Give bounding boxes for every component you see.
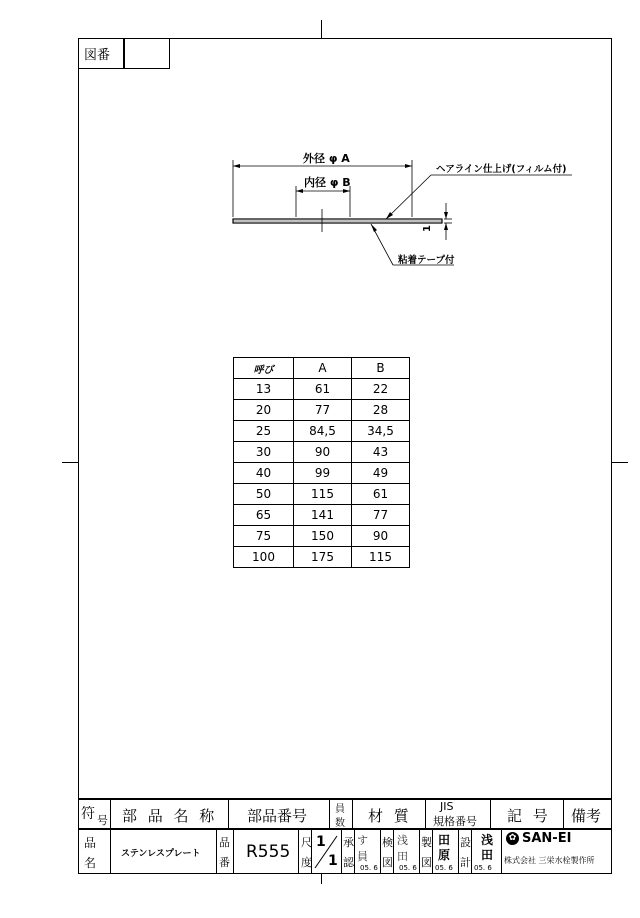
h-material: 材 質 — [368, 807, 412, 825]
approve-stamp: す 員 — [357, 834, 368, 863]
table-row — [234, 442, 410, 463]
scale-numerator: 1 — [316, 834, 326, 850]
cell-a: 99 — [294, 463, 352, 484]
tb-div — [393, 828, 394, 874]
company-name: 株式会社 三栄水栓製作所 — [504, 856, 595, 865]
approve-date: 05. 6 — [360, 864, 378, 872]
h-qty-bottom: 数 — [335, 818, 345, 829]
cell-a: 175 — [294, 547, 352, 568]
tb-div — [380, 828, 381, 874]
tape-note: 粘着テープ付 — [398, 255, 455, 266]
tb-div — [216, 828, 217, 874]
tb-div — [501, 828, 502, 874]
draw-bottom: 図 — [421, 856, 432, 869]
cell-size: 30 — [234, 442, 294, 463]
leader-tape-arrow — [371, 224, 377, 232]
tb-div — [329, 798, 330, 828]
scale-denominator: 1 — [328, 853, 338, 869]
hinban-bottom: 番 — [219, 856, 230, 869]
hinmei-bottom: 名 — [84, 856, 97, 870]
cell-a: 115 — [294, 484, 352, 505]
table-row — [234, 379, 410, 400]
cell-size: 50 — [234, 484, 294, 505]
h-jis-top: JIS — [440, 800, 454, 813]
tb-div — [228, 798, 229, 828]
drawer-name-top: 田 — [438, 833, 451, 847]
table-row — [234, 505, 410, 526]
col-header-size: 呼び — [234, 358, 294, 379]
cell-size: 25 — [234, 421, 294, 442]
cell-a: 141 — [294, 505, 352, 526]
h-qty-top: 員 — [335, 804, 345, 815]
table-row — [234, 547, 410, 568]
cell-b: 22 — [352, 379, 410, 400]
hinban-top: 品 — [219, 836, 230, 849]
draw-date: 05. 6 — [435, 864, 453, 872]
tb-div — [341, 828, 342, 874]
tb-div — [458, 828, 459, 874]
h-symbol: 符 — [81, 806, 95, 822]
tb-div — [471, 828, 472, 874]
tb-div — [298, 828, 299, 874]
cell-b: 49 — [352, 463, 410, 484]
check-date: 05. 6 — [399, 864, 417, 872]
product-number: R555 — [246, 842, 291, 862]
draw-top: 製 — [421, 836, 432, 849]
tb-div — [425, 798, 426, 828]
thick-arrow-bottom — [444, 223, 448, 230]
table-row — [234, 421, 410, 442]
col-header-b: B — [352, 358, 410, 379]
product-name: ステンレスプレート — [121, 849, 201, 859]
san-ei-logo-mark: ✿ — [506, 832, 519, 845]
designer-name-top: 浅 — [481, 833, 494, 847]
scale-top: 尺 — [301, 836, 312, 849]
thickness-label: 1 — [421, 225, 433, 232]
cell-a: 90 — [294, 442, 352, 463]
tb-div — [233, 828, 234, 874]
tb-div — [563, 798, 564, 828]
approve-bottom: 認 — [343, 856, 354, 869]
inner-arrow-left — [296, 189, 303, 193]
outer-arrow-right — [405, 164, 412, 168]
design-date: 05. 6 — [474, 864, 492, 872]
tb-top-line — [78, 798, 612, 800]
drawing-number-label: 図番 — [84, 48, 111, 63]
check-bottom: 図 — [382, 856, 393, 869]
tb-div — [110, 798, 111, 874]
tb-div — [354, 828, 355, 874]
h-part-number: 部品番号 — [247, 807, 308, 825]
thick-arrow-top — [444, 212, 448, 219]
cell-b: 77 — [352, 505, 410, 526]
tb-div — [419, 828, 420, 874]
col-header-a: A — [294, 358, 352, 379]
h-remarks: 備考 — [571, 807, 602, 825]
check-top: 検 — [382, 836, 393, 849]
cell-a: 77 — [294, 400, 352, 421]
hairline-note: ヘアライン仕上げ(フィルム付) — [436, 164, 567, 175]
outer-arrow-left — [233, 164, 240, 168]
san-ei-logo: SAN-EI — [522, 831, 572, 846]
cell-b: 115 — [352, 547, 410, 568]
cell-a: 61 — [294, 379, 352, 400]
leader-hairline — [386, 175, 431, 219]
cell-a: 150 — [294, 526, 352, 547]
design-top: 設 — [460, 836, 471, 849]
scale-bottom: 度 — [301, 856, 312, 869]
dimension-table — [233, 357, 410, 568]
tb-middle-line — [78, 828, 612, 830]
table-header-row — [234, 358, 410, 379]
cell-b: 34,5 — [352, 421, 410, 442]
cell-size: 75 — [234, 526, 294, 547]
outer-diameter-label: 外径 φ A — [303, 152, 350, 165]
table-row — [234, 400, 410, 421]
drawer-name-bottom: 原 — [438, 848, 451, 862]
cell-size: 13 — [234, 379, 294, 400]
cell-b: 28 — [352, 400, 410, 421]
tb-div — [352, 798, 353, 828]
tb-div — [490, 798, 491, 828]
cell-a: 84,5 — [294, 421, 352, 442]
check-stamp: 浅 田 — [397, 834, 408, 863]
cell-b: 43 — [352, 442, 410, 463]
design-bottom: 計 — [460, 856, 471, 869]
table-row — [234, 484, 410, 505]
table-row — [234, 463, 410, 484]
tb-div — [432, 828, 433, 874]
cell-size: 40 — [234, 463, 294, 484]
h-mark: 記 号 — [507, 807, 551, 825]
inner-diameter-label: 内径 φ B — [304, 176, 351, 189]
hinmei-top: 品 — [84, 836, 97, 850]
cell-b: 90 — [352, 526, 410, 547]
cell-size: 65 — [234, 505, 294, 526]
h-part-name: 部 品 名 称 — [122, 807, 218, 825]
table-row — [234, 526, 410, 547]
cell-size: 20 — [234, 400, 294, 421]
approve-top: 承 — [343, 836, 354, 849]
cell-size: 100 — [234, 547, 294, 568]
h-jis-bottom: 規格番号 — [433, 815, 477, 828]
designer-name-bottom: 田 — [481, 848, 494, 862]
cell-b: 61 — [352, 484, 410, 505]
h-symbol-sub: 号 — [97, 814, 108, 827]
